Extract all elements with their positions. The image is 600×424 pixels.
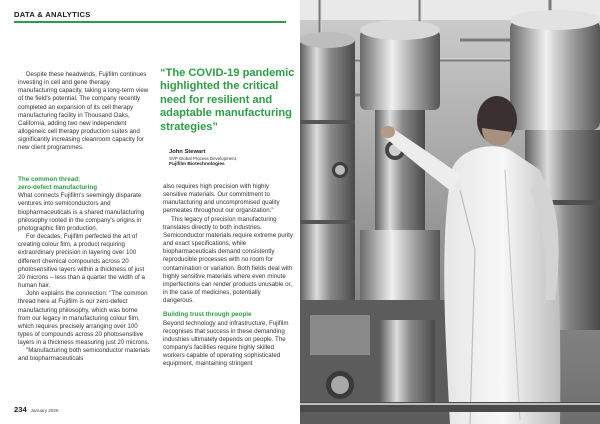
- issue-date: January 2026: [30, 408, 59, 413]
- left-column: [18, 176, 150, 364]
- section-label: DATA & ANALYTICS: [14, 10, 91, 19]
- intro-paragraph: Despite these headwinds, Fujifilm continues investing in cell and gene therapy manufacturing capacity, taking a long-term view of the field's potential. The company recently completed an expansion of its cell therapy manufacturing facility in Thousand Oaks, California, adding two new independent allogeneic cell therapy production suites and significantly increasing cleanroom capacity for new client programmes.: [18, 71, 149, 152]
- quote-attribution: [169, 149, 294, 168]
- body-paragraph: This legacy of precision manufacturing translates directly to both industries. Semiconductor materials require extreme purity and exact specifications, while biopharmaceuticals demand consistently reproducible processes with no room for contamination or variation. Both fields deal with highly sensitive materials where even minute imperfections can render products unusable or, in the case of medicines, potentially dangerous.: [163, 215, 293, 305]
- section-heading-line2: zero-defect manufacturing: [18, 184, 98, 192]
- lab-photo: [300, 0, 600, 424]
- body-paragraph: also requires high precision with highly sensitive materials. Our commitment to manufacturing and uncompromised quality permeates throughout our organization.": [163, 183, 280, 215]
- body-paragraph: Beyond technology and infrastructure, Fujifilm recognises that success in these demanding industries ultimately depends on people. The company's facilities require highly skilled workers capable of operating sophisticated equipment, maintaining stringent: [163, 319, 289, 368]
- close-quote-mark: ”: [212, 120, 218, 133]
- page-footer: [14, 405, 59, 414]
- attribution-name: John Stewart: [169, 149, 206, 155]
- attribution-organization: Fujifilm Biotechnologies: [169, 161, 225, 167]
- body-paragraph: For decades, Fujifilm perfected the art of creating colour film, a product requiring extraordinary precision in layering over 100 different chemical compounds across 20 photosensitive layers within a thickness of just 20 microns – less than a quarter the width of a human hair.: [18, 233, 145, 290]
- hand: [381, 126, 395, 138]
- vessel-left: [300, 32, 355, 300]
- pull-quote: [160, 67, 295, 134]
- body-paragraph: What connects Fujifilm's seemingly disparate ventures into semiconductors and biopharmaceuticals is a shared manufacturing philosophy rooted in the company's origins in photographic film production.: [18, 192, 145, 232]
- section-heading-line1: The common thread:: [18, 176, 81, 183]
- intro-column: [18, 71, 150, 153]
- pull-quote-text: [160, 67, 295, 134]
- lab-photo-illustration: [300, 0, 600, 424]
- section-divider: [14, 21, 286, 23]
- pull-quote-body: The COVID-19 pandemic highlighted the critical need for resilient and adaptable manufacturing strategies: [160, 67, 295, 133]
- page-number: 234: [14, 405, 27, 414]
- right-column: [163, 183, 293, 368]
- open-quote-mark: “: [160, 67, 166, 79]
- body-paragraph: "Manufacturing both semiconductor materials and biopharmaceuticals: [18, 347, 150, 363]
- section-heading: Building trust through people: [163, 311, 252, 319]
- body-paragraph: John explains the connection: "The common thread here at Fujifilm is our zero-defect manufacturing philosophy, which was borne from our legacy in manufacturing colour film, which requires precisely arranging over 100 types of compounds across 20 photosensitive layers in a thickness measuring just 20 microns.: [18, 290, 150, 347]
- attribution-title: SVP Global Process Development,: [169, 156, 238, 161]
